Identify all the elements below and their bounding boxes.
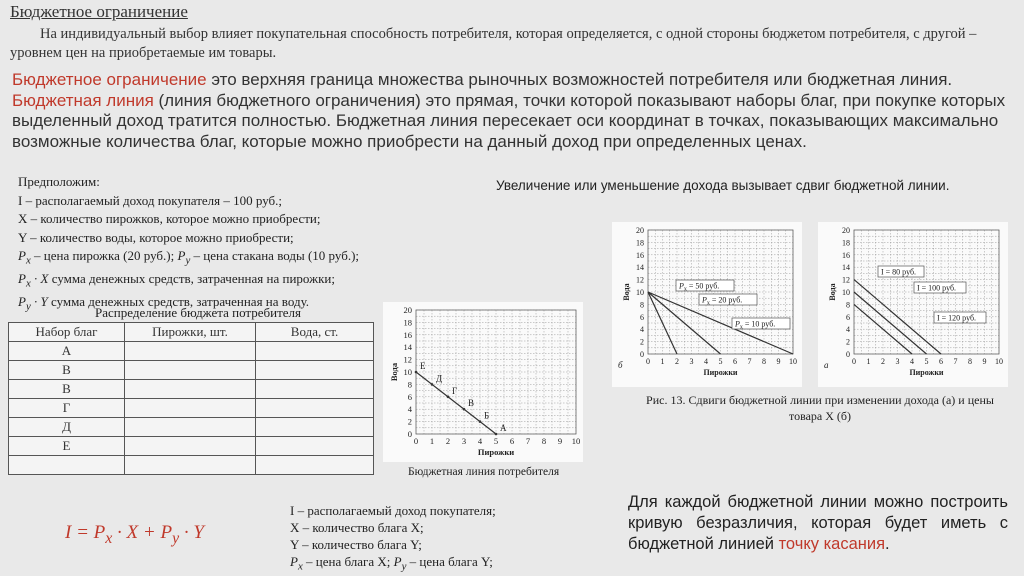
x-tick-label: 2 [675,357,679,366]
y-tick-label: 10 [636,288,644,297]
row-label: А [9,342,125,361]
row-label: Е [9,437,125,456]
row-label [9,456,125,475]
x-tick-label: 9 [776,357,781,366]
x-tick-label: 4 [477,436,483,446]
assumption-line: Y – количество воды, которое можно приобрести; [18,229,294,245]
x-tick-label: 1 [660,357,665,366]
table-cell [256,399,374,418]
intro-paragraph: На индивидуальный выбор влияет покупательная способность потребителя, которая определяется, с одной стороны бюджетом потребителя, с другой – уровнем цен на приобретаемые им товары. [10,26,977,61]
y-tick-label: 16 [403,329,412,340]
y-tick-label: 4 [846,325,850,335]
x-tick-label: 2 [445,436,451,446]
definition-text-2: (линия бюджетного ограничения) это прямая, точки которой показывают наборы благ, при покупке которых выделенный доход тратится полностью. Бюджетная линия пересекает оси координат в точках, показывающих максимально возможные количества благ, которые можно приобрести на данный доход при определенных ценах. [12,90,1006,151]
table-cell [125,456,256,475]
series-label: I = 120 руб. [937,313,977,323]
x-tick-label: 4 [910,357,914,366]
table-header-row [9,323,374,342]
table-cell [125,342,256,361]
y-tick-label: 18 [636,238,644,248]
point-label: Б [484,410,490,421]
y-tick-label: 6 [846,312,850,322]
legend-line: I – располагаемый доход покупателя; [290,503,496,518]
budget-point [463,408,466,411]
x-tick-label: 4 [704,357,708,366]
series-label: $P_x = 20$ руб. [702,295,743,307]
y-tick-label: 14 [403,342,412,353]
x-tick-label: 6 [509,436,515,446]
y-tick-label: 4 [640,325,644,335]
x-tick-label: 3 [461,436,467,446]
x-tick-label: 6 [733,357,737,366]
point-label: Д [436,373,443,384]
point-label: Г [452,385,458,396]
budget-point [431,383,434,386]
tangent-point-highlight: точку касания [778,535,886,553]
row-label: В [9,380,125,399]
legend-line: $P_x$ – цена блага X; $P_y$ – цена блага Y; [290,554,493,573]
table-row [9,342,374,361]
budget-point [415,371,418,374]
assumption-line: $P_y \cdot Y$ сумма денежных средств, затраченная на воду. [18,294,310,313]
y-axis-label: Вода [622,283,631,301]
x-tick-label: 0 [852,357,856,366]
x-tick-label: 9 [557,436,563,446]
series-label: I = 80 руб. [881,267,917,277]
y-tick-label: 18 [842,238,850,248]
x-tick-label: 8 [541,436,547,446]
x-tick-label: 10 [789,357,797,366]
table-cell [125,380,256,399]
x-tick-label: 7 [953,357,958,366]
y-tick-label: 14 [636,263,644,273]
x-tick-label: 3 [895,357,900,366]
x-tick-label: 5 [924,357,929,366]
budget-point [495,433,498,436]
table-header: Вода, ст. [256,323,374,342]
page-title: Бюджетное ограничение [10,2,188,21]
table-row [9,418,374,437]
table-row [9,399,374,418]
budget-point [479,420,482,423]
x-tick-label: 8 [762,357,766,366]
y-tick-label: 2 [846,337,850,347]
y-tick-label: 20 [403,305,412,315]
table-cell [125,399,256,418]
x-tick-label: 7 [747,357,752,366]
table-cell [256,342,374,361]
y-tick-label: 0 [407,429,412,439]
x-tick-label: 1 [429,436,435,446]
table-cell [125,437,256,456]
y-tick-label: 12 [403,354,412,365]
y-axis-label: Вода [828,283,837,301]
budget-formula: $I = P_x \cdot X + P_y \cdot Y$ [65,522,204,547]
y-tick-label: 2 [640,337,644,347]
assumptions-heading: Предположим: [18,174,100,189]
x-axis-label: Пирожки [477,447,515,457]
assumption-line: X – количество пирожков, которое можно приобрести; [18,211,321,226]
x-tick-label: 0 [413,436,419,446]
assumptions-block [18,173,359,316]
table-cell [256,380,374,399]
y-tick-label: 18 [403,317,412,328]
table-row [9,380,374,399]
table-row [9,361,374,380]
table-row [9,437,374,456]
x-tick-label: 0 [646,357,650,366]
y-tick-label: 4 [407,404,412,415]
x-tick-label: 7 [525,436,531,446]
x-tick-label: 8 [968,357,972,366]
x-axis-label: Пирожки [703,368,738,377]
table-header: Пирожки, шт. [125,323,256,342]
y-tick-label: 10 [842,288,850,297]
income-shift-chart [818,222,1008,387]
table-cell [256,456,374,475]
shift-text: Увеличение или уменьшение дохода вызывает сдвиг бюджетной линии. [496,178,950,193]
x-tick-label: 9 [982,357,987,366]
table-row [9,456,374,475]
point-label: В [468,398,475,409]
y-tick-label: 0 [846,350,850,359]
definition-text-1: это верхняя граница множества рыночных возможностей потребителя или бюджетная линия. [206,70,953,89]
x-tick-label: 1 [866,357,871,366]
table-cell [256,361,374,380]
term-budget-constraint: Бюджетное ограничение [12,70,207,89]
y-tick-label: 10 [403,367,412,377]
budget-table [8,322,374,475]
y-tick-label: 20 [842,226,850,235]
x-tick-label: 6 [939,357,943,366]
y-tick-label: 0 [640,350,644,359]
y-tick-label: 8 [407,379,412,390]
y-tick-label: 8 [846,300,850,310]
definition-paragraph [12,70,1012,152]
y-tick-label: 12 [842,275,850,285]
y-axis-label: Вода [389,362,399,382]
row-label: Г [9,399,125,418]
panel-letter: б [618,360,623,370]
series-label: I = 100 руб. [917,283,957,293]
closing-paragraph: Для каждой бюджетной линии можно построить кривую безразличия, которая будет иметь с бюджетной линией точку касания. [628,493,1008,553]
budget-line-chart [383,302,583,462]
x-tick-label: 5 [718,357,723,366]
y-tick-label: 16 [636,250,644,260]
series-label: $P_x = 10$ руб. [735,319,776,331]
x-tick-label: 5 [493,436,499,446]
formula-legend [290,502,496,576]
table-cell [256,437,374,456]
point-label: А [500,423,507,433]
x-tick-label: 2 [881,357,885,366]
term-budget-line: Бюджетная линия [12,90,154,110]
legend-line: Y – количество блага Y; [290,537,422,552]
x-tick-label: 10 [995,357,1003,366]
row-label: В [9,361,125,380]
y-tick-label: 8 [640,300,644,310]
budget-chart-caption: Бюджетная линия потребителя [408,466,560,478]
y-tick-label: 6 [407,391,412,402]
y-tick-label: 14 [842,263,850,273]
series-label: $P_x = 50$ руб. [679,281,720,293]
x-tick-label: 10 [571,436,581,446]
x-tick-label: 3 [689,357,694,366]
table-caption: Распределение бюджета потребителя [95,305,302,320]
legend-line: X – количество блага X; [290,520,424,535]
assumption-line: $P_x \cdot X$ сумма денежных средств, затраченная на пирожки; [18,271,335,290]
y-tick-label: 20 [636,226,644,235]
point-label: Е [420,361,426,371]
assumption-line: $P_x$ – цена пирожка (20 руб.); $P_y$ – цена стакана воды (10 руб.); [18,248,360,267]
budget-point [447,396,450,399]
table-cell [125,361,256,380]
y-tick-label: 2 [407,416,412,427]
x-axis-label: Пирожки [909,368,944,377]
table-cell [125,418,256,437]
row-label: Д [9,418,125,437]
figure-caption: Рис. 13. Сдвиги бюджетной линии при изменении дохода (а) и цены товара X (б) [646,393,994,423]
table-cell [256,418,374,437]
assumption-line: I – располагаемый доход покупателя – 100 руб.; [18,192,283,208]
y-tick-label: 16 [842,250,850,260]
panel-letter: а [824,360,829,370]
y-tick-label: 6 [640,312,644,322]
y-tick-label: 12 [636,275,644,285]
price-shift-chart [612,222,802,387]
table-header: Набор благ [9,323,125,342]
